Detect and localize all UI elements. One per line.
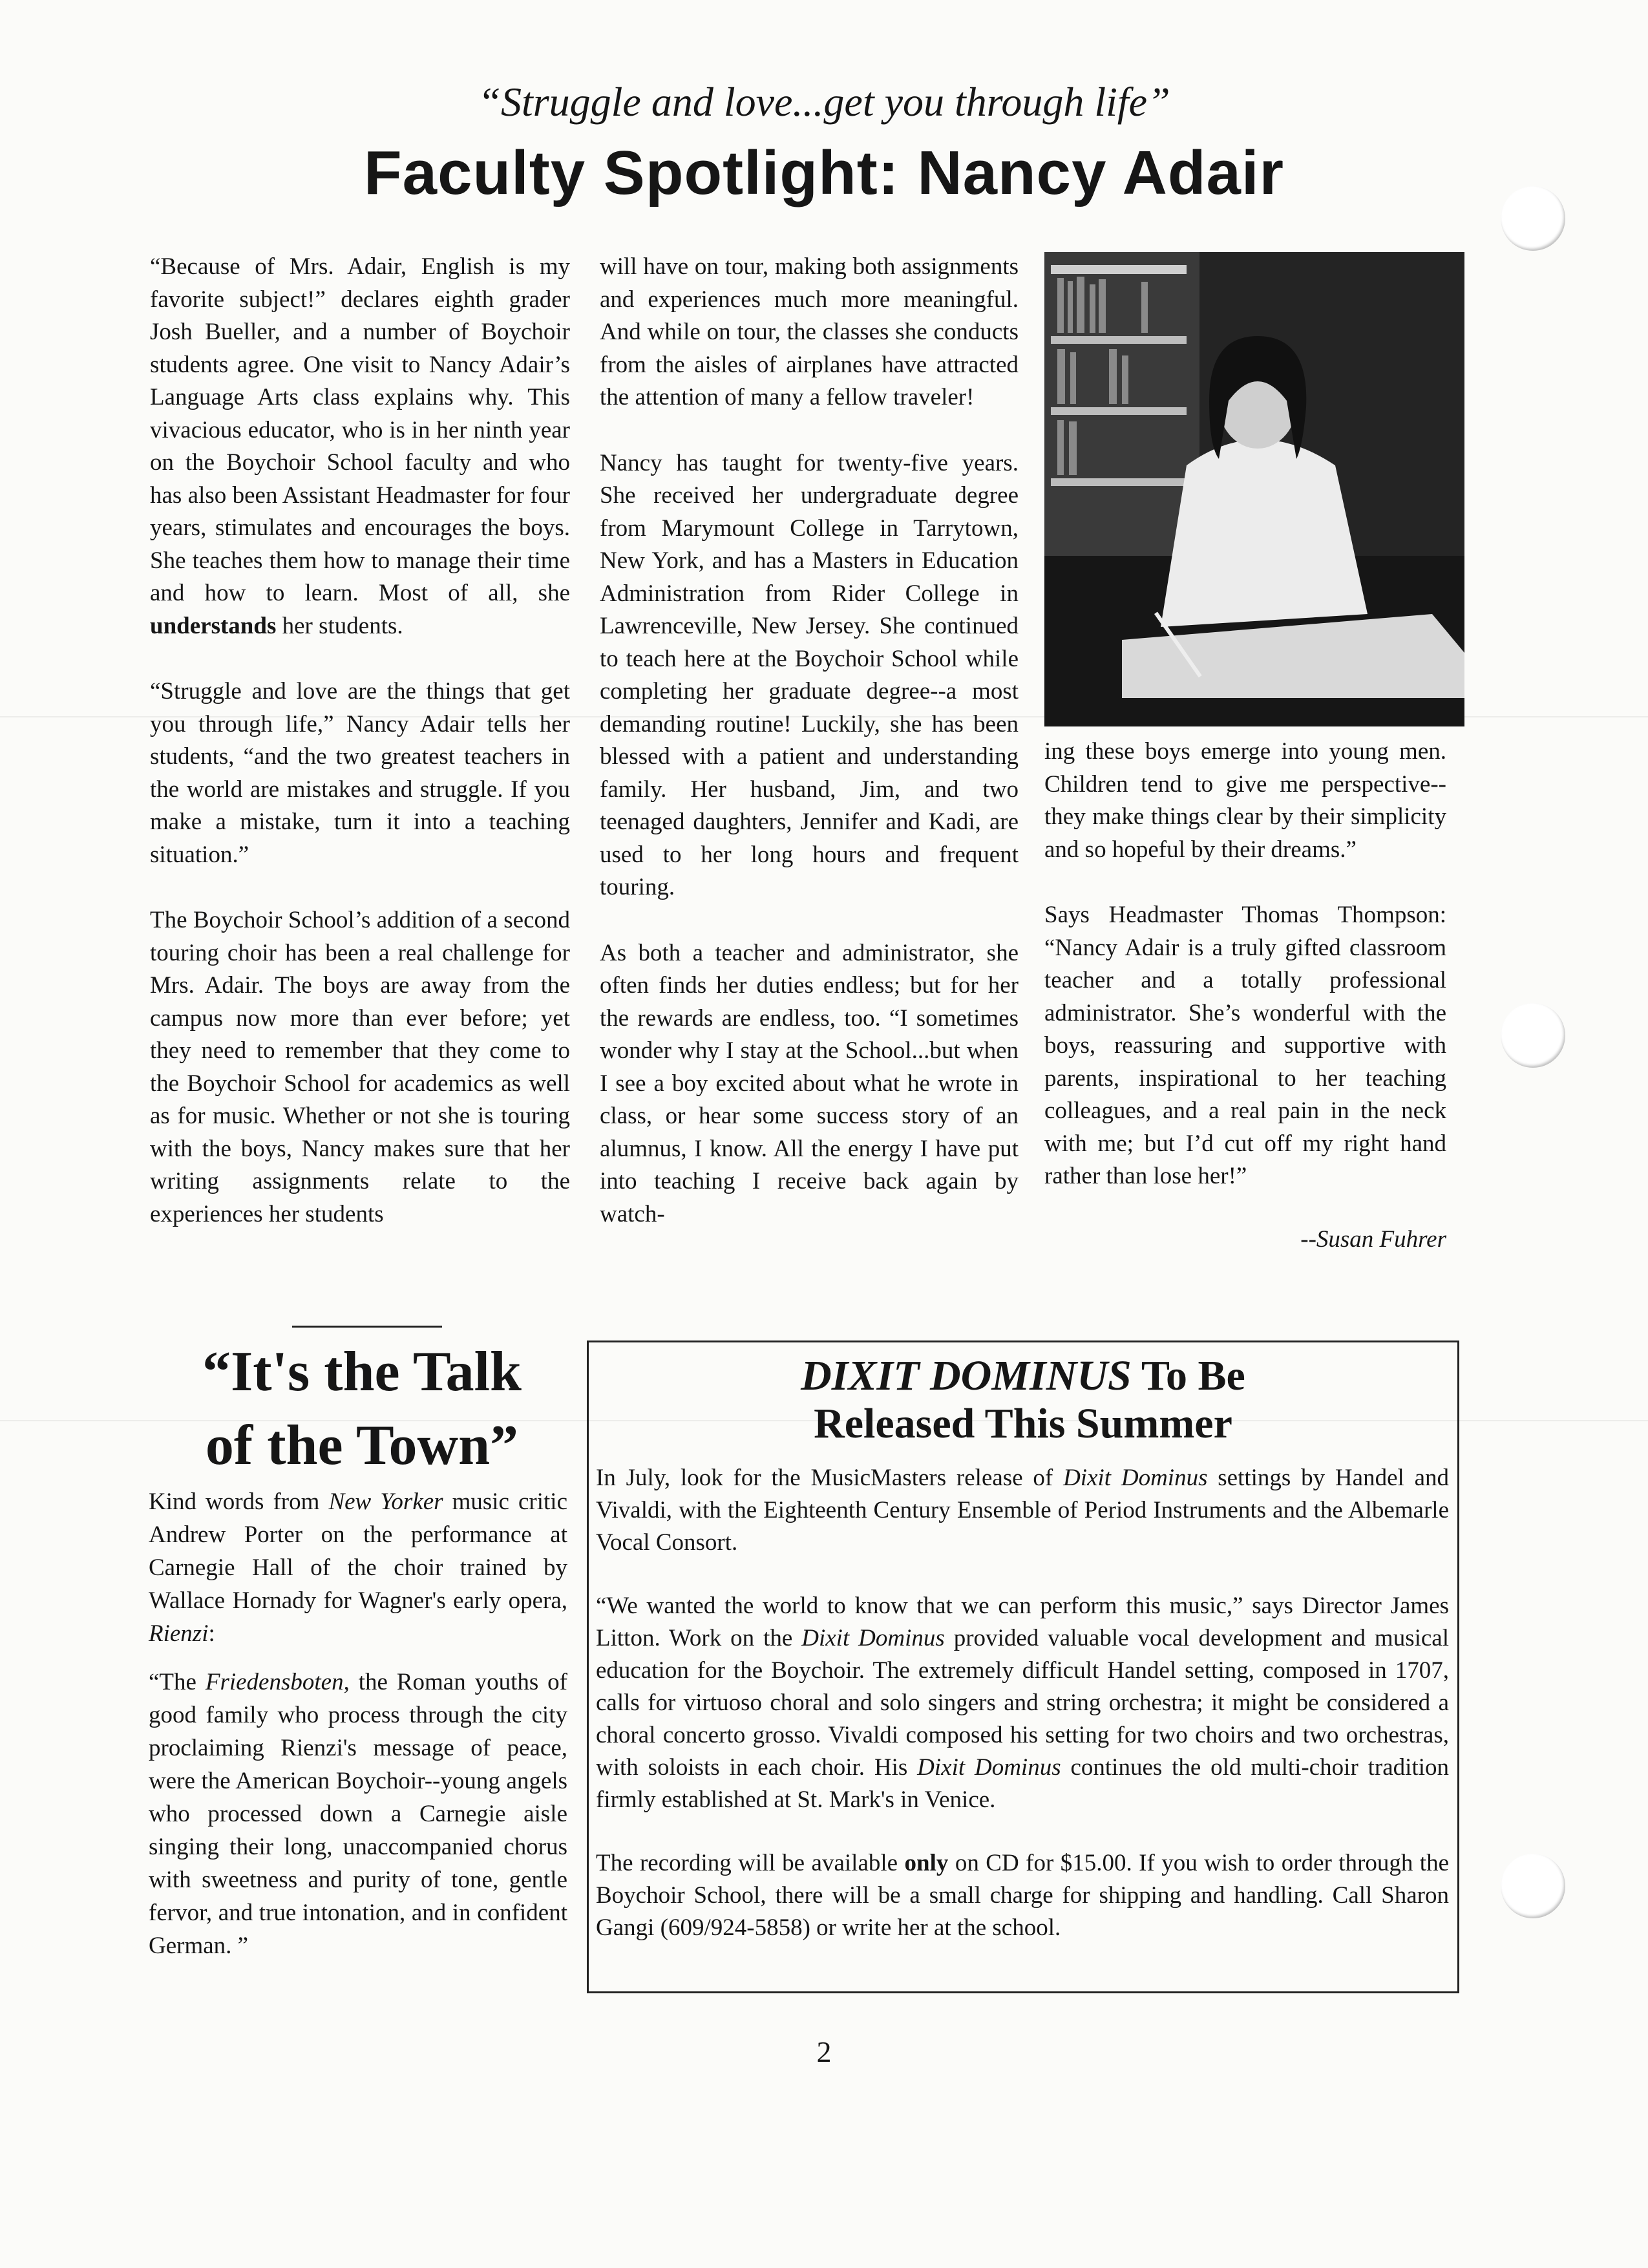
article-paragraph: ing these boys emerge into young men. Children tend to give me perspective--they make things clear by their simplicity and so hopeful by their dreams.” bbox=[1044, 738, 1446, 863]
article-column-1 bbox=[150, 251, 570, 1231]
article-paragraph: “Because of Mrs. Adair, English is my favorite subject!” declares eighth grader Josh Bueller, and a number of Boychoir students agree. One visit to Nancy Adair’s Language Arts class explains why. This vivacious educator, who is in her ninth year on the Boychoir School faculty and who has also been Assistant Headmaster for four years, stimulates and encourages the boys. She teaches them how to manage their time and how to learn. Most of all, she understands her students. bbox=[150, 253, 570, 639]
article-subtitle: “Struggle and love...get you through life” bbox=[478, 79, 1170, 125]
talk-intro: Kind words from New Yorker music critic Andrew Porter on the performance at Carnegie Hall of the choir trained by Wallace Hornady for Wagner's early opera, Rienzi: bbox=[149, 1489, 567, 1647]
page-number: 2 bbox=[816, 2035, 832, 2068]
dixit-heading: DIXIT DOMINUS To Be Released This Summer bbox=[801, 1352, 1245, 1447]
article-paragraph: “Struggle and love are the things that get you through life,” Nancy Adair tells her students, “and the two greatest teachers in the world are mistakes and struggle. If you make a mistake, turn it into a teaching situation.” bbox=[150, 678, 570, 868]
dixit-article bbox=[596, 1462, 1449, 1975]
talk-article bbox=[149, 1485, 567, 1978]
article-paragraph: Says Headmaster Thomas Thompson: “Nancy Adair is a truly gifted classroom teacher and a totally professional administrator. She’s wonderful with the boys, reassuring and supportive with parents, inspirational to her teaching colleagues, and a real pain in the neck with me; but I’d cut off my right hand rather than lose her!” bbox=[1044, 902, 1446, 1189]
talk-quote: “The Friedensboten, the Roman youths of good family who process through the city proclaiming Rienzi's message of peace, were the American Boychoir--young angels who processed down a Carnegie aisle singing their long, unaccompanied chorus with sweetness and purity of tone, gentle fervor, and true intonation, and in confident German. ” bbox=[149, 1669, 567, 1959]
dixit-paragraph: In July, look for the MusicMasters release of Dixit Dominus settings by Handel and Vivaldi, with the Eighteenth Century Ensemble of Period Instruments and the Albemarle Vocal Consort. bbox=[596, 1465, 1450, 1556]
article-column-2 bbox=[600, 251, 1019, 1231]
article-paragraph: The Boychoir School’s addition of a second touring choir has been a real challenge for Mrs. Adair. The boys are away from the campus now more than ever before; yet they need to remember that they come to the Boychoir School for academics as well as for music. Whether or not she is touring with the boys, Nancy makes sure that her writing assignments relate to the experiences her students bbox=[150, 907, 570, 1227]
binder-hole bbox=[1501, 1003, 1565, 1068]
article-paragraph: will have on tour, making both assignments and experiences much more meaningful. And while on tour, the classes she conducts from the aisles of airplanes have attracted the attention of many a fellow traveler! bbox=[600, 253, 1019, 410]
article-paragraph: Nancy has taught for twenty-five years. She received her undergraduate degree from Marymount College in Tarrytown, New York, and has a Masters in Education Administration from Rider College in Lawrenceville, New Jersey. She continued to teach here at the Boychoir School while completing her graduate degree--a most demanding routine! Luckily, she has been blessed with a patient and understanding family. Her husband, Jim, and two teenaged daughters, Jennifer and Kadi, are used to her long hours and frequent touring. bbox=[600, 449, 1019, 900]
article-paragraph: As both a teacher and administrator, she often finds her duties endless; but for her the rewards are endless, too. “I sometimes wonder why I stay at the School...but when I see a boy excited about what he wrote in class, or hear some success story of an alumnus, I know. All the energy I have put into teaching I receive back again by watch- bbox=[600, 939, 1019, 1227]
binder-hole bbox=[1501, 1854, 1565, 1918]
portrait-photo bbox=[1044, 252, 1464, 726]
dixit-paragraph: “We wanted the world to know that we can perform this music,” says Director James Litton. Work on the Dixit Dominus provided valuable vocal development and musical education for the Boychoir. The extremely difficult Handel setting, composed in 1707, calls for virtuoso choral and solo singers and string orchestra; it might be considered a choral concerto grosso. Vivaldi composed his setting for two choirs and two orchestras, with soloists in each choir. His Dixit Dominus continues the old multi-choir tradition firmly established at St. Mark's in Venice. bbox=[596, 1593, 1449, 1813]
section-divider bbox=[292, 1326, 442, 1328]
article-column-3 bbox=[1044, 736, 1446, 1256]
author-byline: --Susan Fuhrer bbox=[1300, 1225, 1446, 1253]
talk-heading: “It's the Talk of the Town” bbox=[202, 1341, 522, 1477]
dixit-paragraph: The recording will be available only on CD for $15.00. If you wish to order through the Boychoir School, there will be a small charge for shipping and handling. Call Sharon Gangi (609/924-5858) or write her at the school. bbox=[596, 1850, 1449, 1941]
portrait-photo-graphic bbox=[1044, 252, 1464, 726]
article-title: Faculty Spotlight: Nancy Adair bbox=[364, 138, 1284, 207]
